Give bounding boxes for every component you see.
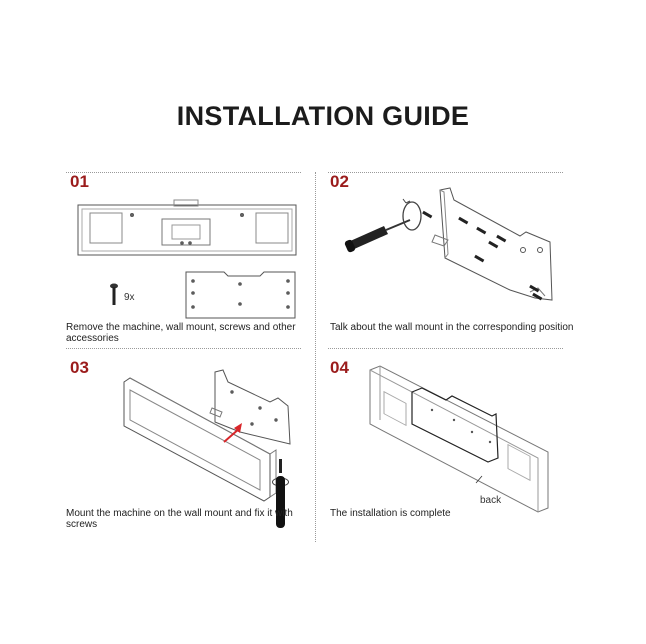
step-1-number: 01	[70, 172, 89, 191]
display-front	[124, 378, 270, 501]
step-2-illustration	[340, 180, 565, 310]
wall-mount-plate	[215, 370, 290, 444]
step-4-caption: The installation is complete	[330, 508, 451, 519]
step-3-number: 03	[70, 358, 89, 377]
horizontal-divider	[66, 172, 301, 173]
screw-icon	[110, 284, 118, 306]
step-4-number: 04	[330, 358, 349, 377]
horizontal-divider	[328, 348, 563, 349]
direction-arrow-icon	[224, 423, 242, 442]
horizontal-divider	[66, 348, 301, 349]
step-2-number: 02	[330, 172, 349, 191]
page-title: INSTALLATION GUIDE	[176, 101, 470, 131]
wall-mount-plate	[440, 188, 552, 300]
screwdriver-icon	[344, 199, 421, 253]
horizontal-divider	[328, 172, 563, 173]
step-4-illustration	[362, 362, 562, 512]
step-3-illustration	[120, 362, 300, 532]
screw-count-label: 9x	[124, 292, 135, 303]
step-3-caption: Mount the machine on the wall mount and fix it with screws	[66, 508, 293, 530]
back-label: back	[480, 495, 502, 506]
vertical-divider	[315, 172, 316, 542]
wall-mount-plate	[186, 272, 295, 318]
screw-icon	[422, 211, 542, 301]
display-back	[370, 366, 548, 512]
step-1-caption: Remove the machine, wall mount, screws and other accessories	[66, 322, 296, 344]
step-2-caption: Talk about the wall mount in the corresponding position	[330, 322, 574, 333]
step-1-illustration	[70, 195, 310, 325]
